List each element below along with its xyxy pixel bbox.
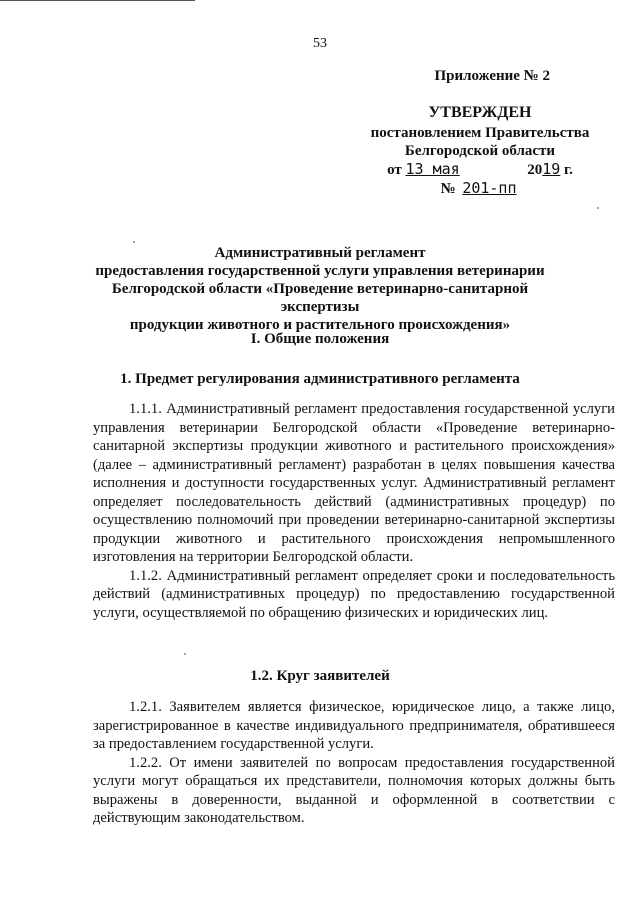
subsection-heading-1: 1. Предмет регулирования административного регламента bbox=[120, 371, 520, 387]
scan-speck bbox=[597, 207, 599, 209]
document-title-line-3: Белгородской области «Проведение ветеринарно-санитарной экспертизы bbox=[111, 281, 529, 315]
paragraph-1-2-1: 1.2.1. Заявителем является физическое, юридическое лицо, а также лицо, зарегистрированное в качестве индивидуального предпринимателя, обратившееся за предоставлением государственной услуги. bbox=[93, 699, 615, 752]
subsection-2-body bbox=[93, 698, 615, 828]
document-title-line-4: продукции животного и растительного происхождения» bbox=[129, 317, 511, 333]
approval-title: УТВЕРЖДЕН bbox=[428, 104, 532, 121]
date-suffix: г. bbox=[564, 162, 573, 178]
number-prefix: № bbox=[440, 181, 456, 197]
approval-number bbox=[340, 179, 620, 198]
scan-speck bbox=[184, 653, 186, 655]
section-heading: I. Общие положения bbox=[250, 331, 390, 347]
paragraph-1-2-2: 1.2.2. От имени заявителей по вопросам предоставления государственной услуги могут обращаться их представители, полномочия которых должны быть выражены в доверенности, выданной и оформленной в соответствии с действующим законодательством. bbox=[93, 754, 615, 826]
page-number: 53 bbox=[313, 36, 327, 51]
scan-speck bbox=[133, 241, 135, 243]
document-number: 201-пп bbox=[462, 179, 517, 197]
approval-line-1: постановлением Правительства bbox=[370, 125, 590, 141]
document-title-line-2: предоставления государственной услуги управления ветеринарии bbox=[95, 263, 545, 279]
document-title-line-1: Административный регламент bbox=[214, 245, 426, 261]
document-title bbox=[80, 244, 560, 334]
approval-date bbox=[340, 160, 620, 179]
date-year-prefix: 20 bbox=[527, 162, 543, 178]
paragraph-1-1-1: 1.1.1. Административный регламент предоставления государственной услуги управления ветеринарии Белгородской области «Проведение ветеринарно-санитарной экспертизы продукции животного и растительного происхождения» (далее – административный регламент) разработан в целях повышения качества исполнения и доступности государственных услуг. Административный регламент определяет последовательность действий (административных процедур) по осуществлению полномочий при проведении ветеринарно-санитарной экспертизы продукции животного и растительного происхождения непромышленного изготовления на территории Белгородской области. bbox=[93, 401, 615, 565]
paragraph-1-1-2: 1.1.2. Административный регламент определяет сроки и последовательность действий (административных процедур) по предоставлению государственной услуги, осуществляемой по обращению физических и юридических лиц. bbox=[93, 567, 615, 621]
date-year-suffix: 19 bbox=[542, 160, 561, 178]
subsection-heading-2: 1.2. Круг заявителей bbox=[250, 668, 390, 684]
approval-line-2: Белгородской области bbox=[404, 143, 556, 159]
subsection-1-body bbox=[93, 400, 615, 622]
date-day-month: 13 мая bbox=[405, 160, 460, 178]
date-prefix: от bbox=[387, 162, 402, 178]
approval-block bbox=[340, 104, 620, 198]
top-border-line bbox=[0, 0, 195, 1]
appendix-label: Приложение № 2 bbox=[434, 68, 550, 84]
